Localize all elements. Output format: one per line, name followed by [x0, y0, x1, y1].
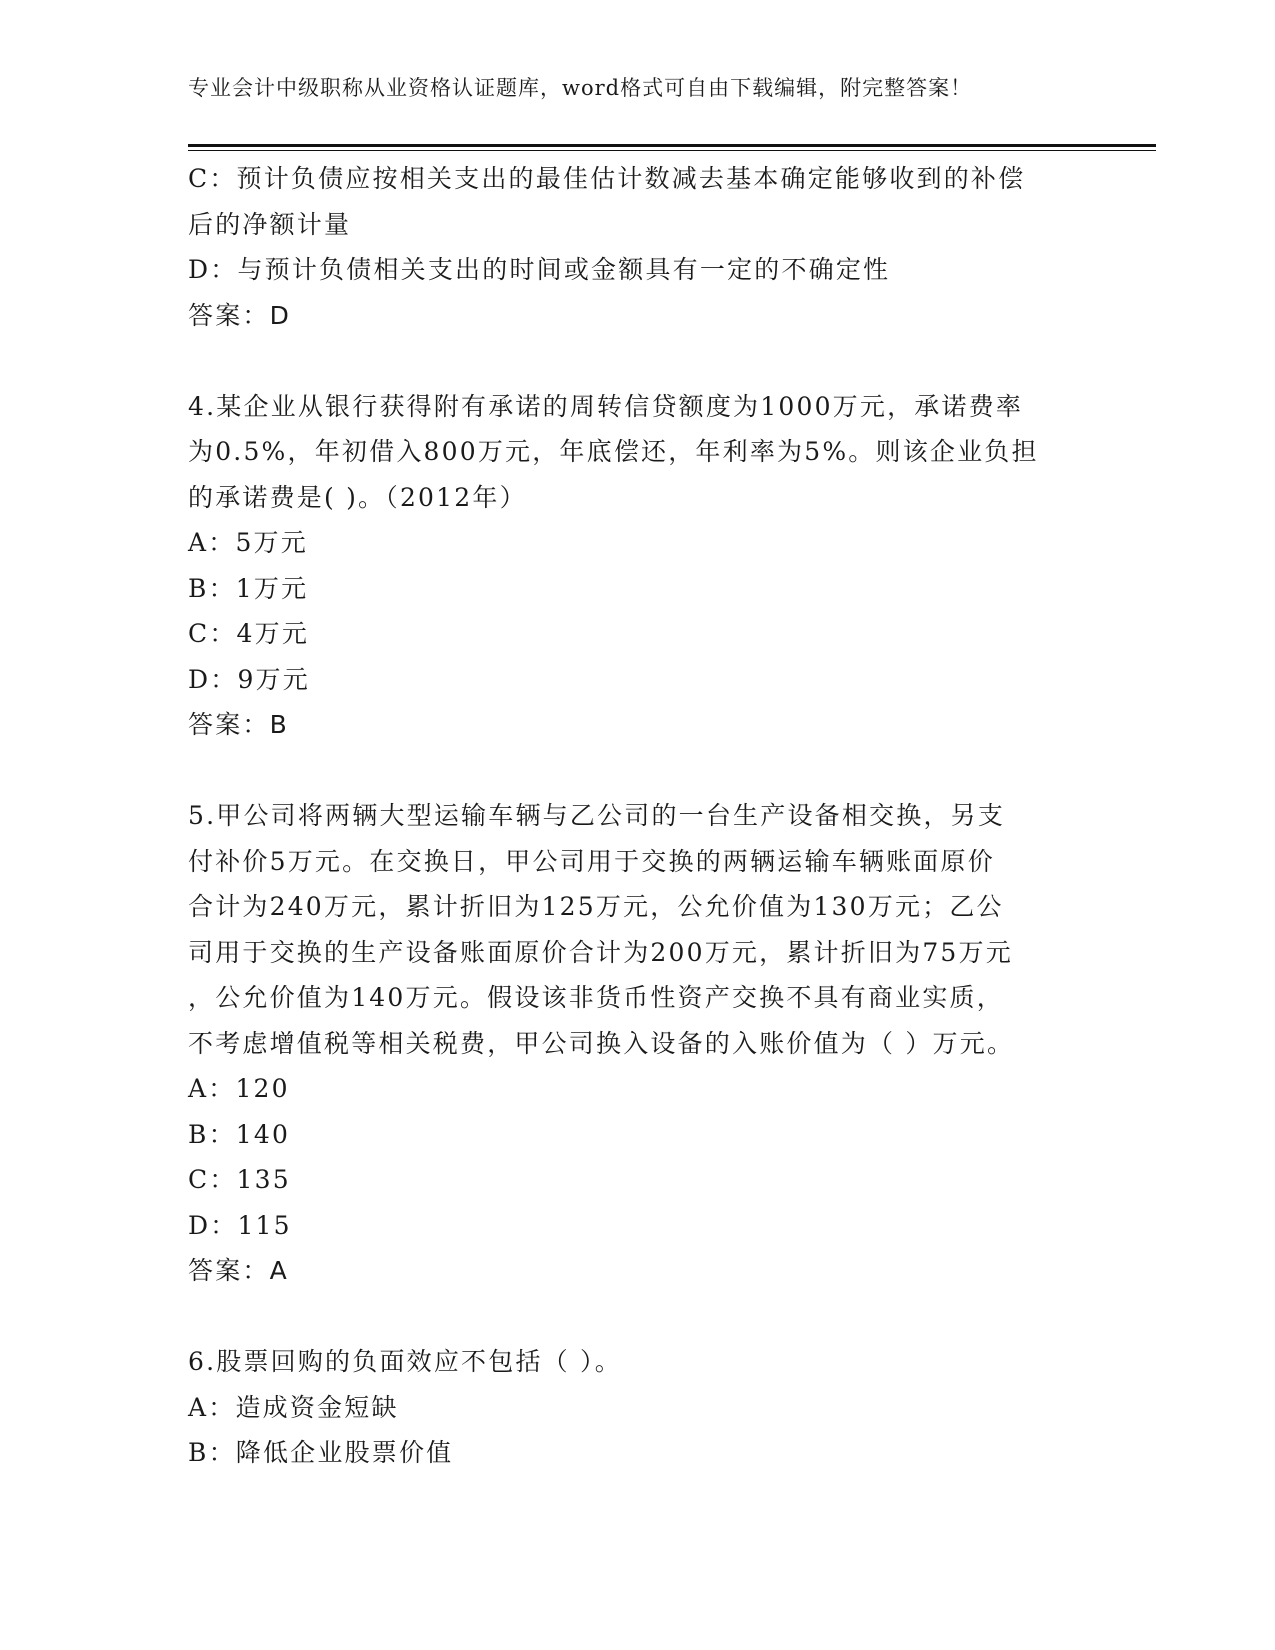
page-header: 专业会计中级职称从业资格认证题库，word格式可自由下载编辑，附完整答案！ [188, 76, 973, 100]
question-5 [188, 793, 1068, 1294]
header-rule-thick [188, 144, 1156, 147]
q5-stem-line5: ，公允价值为140万元。假设该非货币性资产交换不具有商业实质， [188, 983, 1004, 1012]
q4-stem-line2: 为0.5%，年初借入800万元，年底偿还，年利率为5%。则该企业负担 [188, 437, 1039, 466]
question-3-tail [188, 156, 1068, 338]
q5-stem-line4: 司用于交换的生产设备账面原价合计为200万元，累计折旧为75万元 [188, 937, 1013, 967]
q5-stem-line6: 不考虑增值税等相关税费，甲公司换入设备的入账价值为（ ）万元。 [188, 1028, 1015, 1058]
question-6 [188, 1339, 1068, 1476]
q5-stem-line3: 合计为240万元，累计折旧为125万元，公允价值为130万元；乙公 [188, 892, 1004, 921]
q4-option-c: C：4万元 [188, 619, 310, 648]
spacer [188, 748, 1068, 794]
q6-option-b: B：降低企业股票价值 [188, 1438, 454, 1467]
q6-stem-line1: 6.股票回购的负面效应不包括（ ）。 [188, 1347, 622, 1376]
q5-option-c: C：135 [188, 1165, 291, 1194]
q5-option-d: D：115 [188, 1210, 292, 1240]
q4-option-a: A：5万元 [188, 528, 308, 557]
q5-answer: 答案：A [188, 1256, 289, 1285]
header-rule-thin [188, 150, 1156, 151]
q4-option-d: D：9万元 [188, 664, 310, 694]
q5-stem-line2: 付补价5万元。在交换日，甲公司用于交换的两辆运输车辆账面原价 [188, 846, 995, 876]
spacer [188, 338, 1068, 384]
q3-option-c-line1: C：预计负债应按相关支出的最佳估计数减去基本确定能够收到的补偿 [188, 164, 1026, 193]
q4-stem-line3: 的承诺费是( )。（2012年） [188, 482, 527, 512]
q3-option-d: D：与预计负债相关支出的时间或金额具有一定的不确定性 [188, 255, 891, 284]
q4-option-b: B：1万元 [188, 573, 309, 603]
q5-option-b: B：140 [188, 1119, 291, 1149]
question-4 [188, 384, 1068, 748]
q4-stem-line1: 4.某企业从银行获得附有承诺的周转信贷额度为1000万元，承诺费率 [188, 391, 1024, 421]
document-body [188, 156, 1068, 1476]
q5-option-a: A：120 [188, 1074, 290, 1103]
q3-answer: 答案：D [188, 300, 292, 330]
spacer [188, 1294, 1068, 1340]
q3-option-c-line2: 后的净额计量 [188, 209, 352, 239]
q6-option-a: A：造成资金短缺 [188, 1392, 399, 1422]
q4-answer: 答案：B [188, 710, 289, 739]
q5-stem-line1: 5.甲公司将两辆大型运输车辆与乙公司的一台生产设备相交换，另支 [188, 801, 1006, 830]
